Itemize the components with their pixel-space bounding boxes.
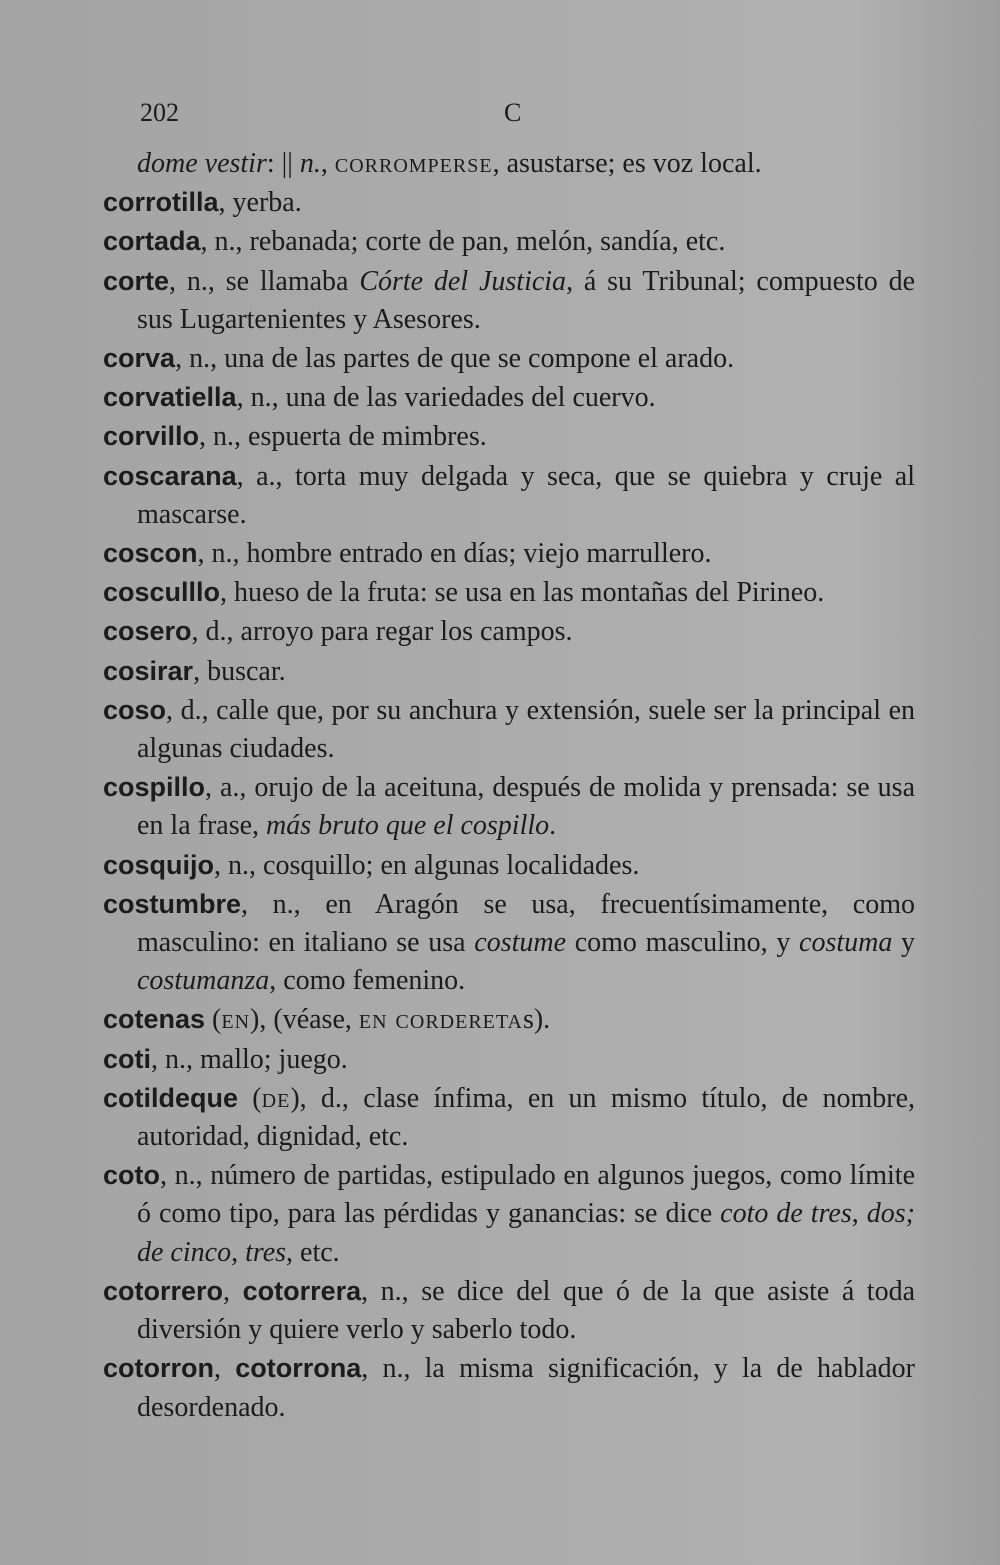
- entry-coscon: [103, 534, 915, 573]
- headword: cosquijo: [103, 849, 215, 880]
- entries-column: [103, 145, 915, 1427]
- entry-cotildeque: cotildeque (de), d., clase ínfima, en un mismo título, de nombre, autoridad, dignidad, etc.: [103, 1082, 915, 1153]
- definition: , d., arroyo para regar los campos.: [191, 616, 573, 648]
- entry-cotorron: cotorron, cotorrona, n., la misma significación, y la de hablador desordenado.: [103, 1353, 915, 1423]
- entry-cosirar: [103, 652, 915, 691]
- definition: , buscar.: [193, 655, 286, 687]
- headword-variant: cotorrera: [242, 1275, 362, 1306]
- headword: corvatiella: [103, 382, 237, 413]
- entry-corte: corte, n., se llamaba Córte del Justicia, á su Tribunal; compuesto de sus Lugartenientes y Asesores.: [103, 265, 915, 335]
- headword: cosirar: [103, 655, 194, 686]
- headword: cosculllo: [103, 577, 221, 608]
- definition: , n., mallo; juego.: [151, 1043, 348, 1075]
- headword: cospillo: [103, 772, 206, 803]
- entry-cotenas: cotenas (en), (véase, en corderetas).: [103, 1004, 551, 1036]
- definition: , n., la misma significación, y la de hablador desordenado.: [137, 1353, 915, 1423]
- headword: coso: [103, 694, 167, 725]
- definition: , n., una de las variedades del cuervo.: [236, 382, 656, 414]
- definition: , n., se dice del que ó de la que asiste á toda diversión y quiere verlo y saberlo todo.: [137, 1275, 916, 1346]
- entry-cospillo: cospillo, a., orujo de la aceituna, después de molida y prensada: se usa en la frase, más bruto que el cospillo.: [103, 772, 915, 842]
- section-letter: C: [504, 98, 522, 127]
- headword-variant: cotorrona: [235, 1353, 362, 1384]
- entry-coscarana: [103, 457, 915, 534]
- headword: coscarana: [103, 460, 237, 491]
- definition: , n., hombre entrado en días; viejo marrullero.: [197, 538, 712, 570]
- entry-coso: [103, 691, 915, 768]
- headword: coto: [103, 1160, 160, 1191]
- headword: corrotilla: [103, 187, 219, 218]
- headword: cotorron: [103, 1353, 214, 1384]
- headword: corva: [103, 343, 176, 374]
- headword: corvillo: [103, 421, 200, 452]
- entry-cosquijo: [103, 846, 915, 885]
- definition: , a., torta muy delgada y seca, que se quiebra y cruje al mascarse.: [137, 460, 915, 530]
- headword: cotenas: [103, 1004, 206, 1035]
- entry-cortada: [103, 222, 915, 261]
- entry-corvatiella: [103, 378, 915, 417]
- definition: , n., una de las partes de que se compone el arado.: [175, 343, 735, 375]
- definition: , n., cosquillo; en algunas localidades.: [214, 849, 640, 881]
- definition: , n., espuerta de mimbres.: [199, 421, 487, 453]
- headword: coscon: [103, 538, 198, 569]
- headword: corte: [103, 265, 170, 296]
- headword: costumbre: [103, 888, 242, 919]
- entry-cosero: [103, 612, 915, 651]
- headword: cosero: [103, 616, 192, 647]
- definition: , n., rebanada; corte de pan, melón, sandía, etc.: [200, 226, 726, 258]
- headword: coti: [103, 1043, 152, 1074]
- headword: cotildeque: [103, 1082, 239, 1113]
- entry-costumbre: costumbre, n., en Aragón se usa, frecuentísimamente, como masculino: en italiano se usa costume como masculino, y costuma y costumanza, como femenino.: [103, 888, 916, 997]
- entry-corrotilla: [103, 183, 915, 222]
- entry-cotorrero: cotorrero, cotorrera, n., se dice del que ó de la que asiste á toda diversión y quiere verlo y saberlo todo.: [103, 1275, 916, 1346]
- page-header: [140, 98, 930, 138]
- entry-corva: [103, 339, 915, 378]
- entry-cosculllo: [103, 573, 915, 612]
- page-number: 202: [140, 98, 179, 127]
- definition: , hueso de la fruta: se usa en las montañas del Pirineo.: [220, 577, 825, 609]
- headword: cortada: [103, 226, 201, 257]
- entry-coti: [103, 1040, 915, 1079]
- entry-coto: coto, n., número de partidas, estipulado en algunos juegos, como límite ó como tipo, para las pérdidas y ganancias: se dice coto de tres, dos; de cinco, tres, etc.: [103, 1160, 916, 1268]
- entry-corvillo: [103, 417, 915, 456]
- headword: cotorrero: [103, 1275, 224, 1306]
- definition: , d., calle que, por su anchura y extensión, suele ser la principal en algunas ciudades.: [137, 694, 915, 765]
- entry-continuation: dome vestir: || n., corromperse, asustarse; es voz local.: [137, 148, 762, 179]
- definition: , yerba.: [218, 187, 302, 219]
